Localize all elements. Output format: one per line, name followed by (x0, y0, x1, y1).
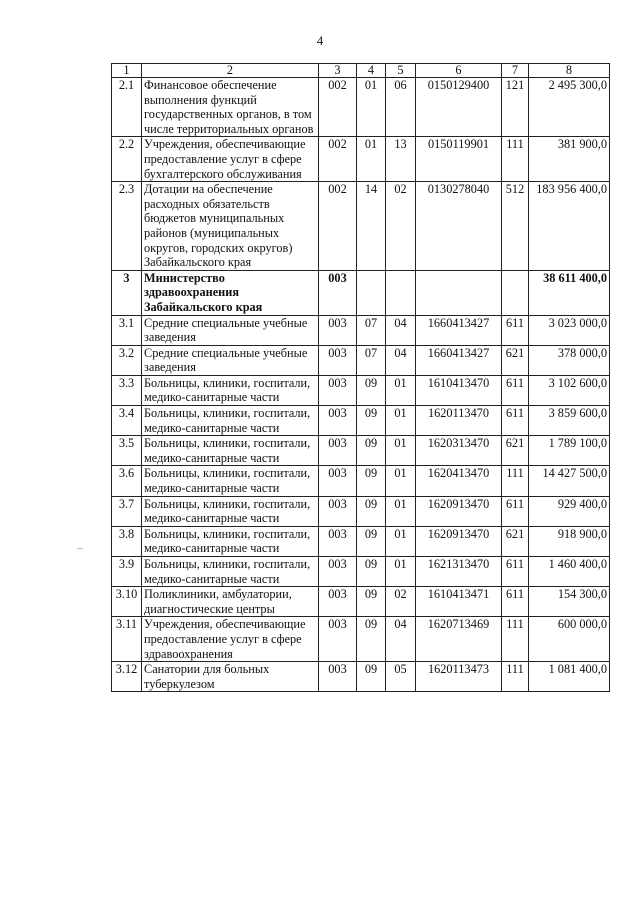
row-name: Учреждения, обеспечивающие предоставление услуг в сфере здравоохранения (142, 617, 319, 662)
row-name: Финансовое обеспечение выполнения функций государственных органов, в том числе территориальных органов (142, 78, 319, 137)
row-code-3: 003 (319, 526, 357, 556)
header-col-1: 1 (112, 64, 142, 78)
row-code-4: 09 (357, 526, 386, 556)
row-code-7: 111 (502, 617, 529, 662)
table-row (112, 436, 610, 466)
row-code-4: 14 (357, 182, 386, 271)
table-row (112, 587, 610, 617)
row-amount: 1 460 400,0 (529, 557, 610, 587)
row-code-6: 1620913470 (416, 496, 502, 526)
row-code-7: 121 (502, 78, 529, 137)
row-code-7 (502, 270, 529, 315)
row-number: 3.12 (112, 662, 142, 692)
row-code-7: 611 (502, 315, 529, 345)
row-code-3: 003 (319, 375, 357, 405)
row-code-6: 1620913470 (416, 526, 502, 556)
row-number: 3.5 (112, 436, 142, 466)
row-code-4: 09 (357, 436, 386, 466)
row-number: 3.2 (112, 345, 142, 375)
row-number: 3.3 (112, 375, 142, 405)
row-amount: 1 789 100,0 (529, 436, 610, 466)
table-row (112, 662, 610, 692)
row-code-5: 04 (386, 315, 416, 345)
header-col-2: 2 (142, 64, 319, 78)
row-number: 3.10 (112, 587, 142, 617)
row-code-7: 611 (502, 375, 529, 405)
table-row (112, 270, 610, 315)
row-code-3: 003 (319, 662, 357, 692)
row-name: Больницы, клиники, госпитали, медико-санитарные части (142, 557, 319, 587)
row-amount: 2 495 300,0 (529, 78, 610, 137)
row-amount: 929 400,0 (529, 496, 610, 526)
table-row (112, 182, 610, 271)
row-code-5: 01 (386, 557, 416, 587)
row-number: 3.9 (112, 557, 142, 587)
row-code-3: 002 (319, 78, 357, 137)
row-code-4 (357, 270, 386, 315)
row-code-6: 0130278040 (416, 182, 502, 271)
row-name: Поликлиники, амбулатории, диагностические центры (142, 587, 319, 617)
table-row (112, 78, 610, 137)
row-code-3: 003 (319, 436, 357, 466)
row-name: Средние специальные учебные заведения (142, 345, 319, 375)
table-row (112, 557, 610, 587)
table-row (112, 526, 610, 556)
row-name: Дотации на обеспечение расходных обязательств бюджетов муниципальных районов (муниципальных округов, городских округов) Забайкальского края (142, 182, 319, 271)
row-code-4: 09 (357, 617, 386, 662)
row-name: Министерство здравоохранения Забайкальского края (142, 270, 319, 315)
row-amount: 3 102 600,0 (529, 375, 610, 405)
table-row (112, 496, 610, 526)
table-row (112, 375, 610, 405)
row-code-4: 09 (357, 496, 386, 526)
row-code-6: 1610413470 (416, 375, 502, 405)
row-code-3: 003 (319, 587, 357, 617)
row-code-4: 07 (357, 315, 386, 345)
row-name: Больницы, клиники, госпитали, медико-санитарные части (142, 526, 319, 556)
row-code-6: 1620713469 (416, 617, 502, 662)
row-code-4: 09 (357, 466, 386, 496)
table-row (112, 137, 610, 182)
row-code-7: 611 (502, 587, 529, 617)
row-code-7: 512 (502, 182, 529, 271)
row-code-3: 003 (319, 270, 357, 315)
row-code-6: 0150119901 (416, 137, 502, 182)
row-number: 2.2 (112, 137, 142, 182)
row-code-7: 111 (502, 137, 529, 182)
row-code-6: 1620113473 (416, 662, 502, 692)
row-code-4: 09 (357, 587, 386, 617)
row-code-7: 611 (502, 557, 529, 587)
row-number: 3 (112, 270, 142, 315)
budget-table (111, 63, 610, 692)
row-code-3: 003 (319, 315, 357, 345)
row-number: 3.1 (112, 315, 142, 345)
row-code-5: 04 (386, 345, 416, 375)
row-code-7: 111 (502, 466, 529, 496)
row-code-4: 09 (357, 557, 386, 587)
row-code-5: 01 (386, 466, 416, 496)
header-col-6: 6 (416, 64, 502, 78)
row-code-7: 621 (502, 345, 529, 375)
row-number: 3.8 (112, 526, 142, 556)
page-number: 4 (316, 33, 324, 48)
row-code-7: 611 (502, 496, 529, 526)
header-col-8: 8 (529, 64, 610, 78)
row-amount: 14 427 500,0 (529, 466, 610, 496)
row-code-6: 1620313470 (416, 436, 502, 466)
row-name: Санатории для больных туберкулезом (142, 662, 319, 692)
header-col-5: 5 (386, 64, 416, 78)
row-code-3: 003 (319, 406, 357, 436)
row-code-6: 1620113470 (416, 406, 502, 436)
row-name: Больницы, клиники, госпитали, медико-санитарные части (142, 466, 319, 496)
row-code-3: 003 (319, 617, 357, 662)
row-code-7: 621 (502, 526, 529, 556)
row-code-5: 05 (386, 662, 416, 692)
row-number: 2.3 (112, 182, 142, 271)
row-code-6 (416, 270, 502, 315)
table-row (112, 345, 610, 375)
header-col-3: 3 (319, 64, 357, 78)
row-code-6: 1610413471 (416, 587, 502, 617)
row-amount: 1 081 400,0 (529, 662, 610, 692)
row-code-4: 07 (357, 345, 386, 375)
row-code-5: 02 (386, 182, 416, 271)
row-code-5: 01 (386, 406, 416, 436)
row-amount: 378 000,0 (529, 345, 610, 375)
row-name: Больницы, клиники, госпитали, медико-санитарные части (142, 496, 319, 526)
row-code-5: 04 (386, 617, 416, 662)
row-code-4: 09 (357, 406, 386, 436)
row-code-3: 002 (319, 182, 357, 271)
row-code-5: 13 (386, 137, 416, 182)
row-code-3: 003 (319, 345, 357, 375)
row-number: 3.7 (112, 496, 142, 526)
row-code-5: 01 (386, 496, 416, 526)
row-code-7: 621 (502, 436, 529, 466)
row-code-3: 003 (319, 466, 357, 496)
row-amount: 3 023 000,0 (529, 315, 610, 345)
row-amount: 183 956 400,0 (529, 182, 610, 271)
row-code-5: 02 (386, 587, 416, 617)
row-amount: 918 900,0 (529, 526, 610, 556)
table-row (112, 466, 610, 496)
row-code-3: 003 (319, 496, 357, 526)
row-code-7: 611 (502, 406, 529, 436)
row-number: 2.1 (112, 78, 142, 137)
row-code-5: 01 (386, 526, 416, 556)
row-code-6: 1660413427 (416, 345, 502, 375)
row-amount: 3 859 600,0 (529, 406, 610, 436)
row-amount: 600 000,0 (529, 617, 610, 662)
row-name: Учреждения, обеспечивающие предоставление услуг в сфере бухгалтерского обслуживания (142, 137, 319, 182)
row-code-6: 0150129400 (416, 78, 502, 137)
row-code-5: 06 (386, 78, 416, 137)
header-col-7: 7 (502, 64, 529, 78)
row-amount: 154 300,0 (529, 587, 610, 617)
table-row (112, 406, 610, 436)
header-col-4: 4 (357, 64, 386, 78)
row-number: 3.6 (112, 466, 142, 496)
row-name: Больницы, клиники, госпитали, медико-санитарные части (142, 436, 319, 466)
row-amount: 381 900,0 (529, 137, 610, 182)
row-name: Средние специальные учебные заведения (142, 315, 319, 345)
scan-artifact (77, 548, 83, 549)
row-code-5 (386, 270, 416, 315)
row-code-7: 111 (502, 662, 529, 692)
row-name: Больницы, клиники, госпитали, медико-санитарные части (142, 375, 319, 405)
row-code-4: 09 (357, 375, 386, 405)
header-row (112, 64, 610, 78)
row-number: 3.4 (112, 406, 142, 436)
row-name: Больницы, клиники, госпитали, медико-санитарные части (142, 406, 319, 436)
row-code-4: 01 (357, 78, 386, 137)
row-code-4: 09 (357, 662, 386, 692)
row-code-3: 002 (319, 137, 357, 182)
row-code-6: 1660413427 (416, 315, 502, 345)
row-number: 3.11 (112, 617, 142, 662)
row-code-6: 1620413470 (416, 466, 502, 496)
row-code-4: 01 (357, 137, 386, 182)
row-code-3: 003 (319, 557, 357, 587)
table-row (112, 315, 610, 345)
row-code-5: 01 (386, 436, 416, 466)
row-code-5: 01 (386, 375, 416, 405)
row-code-6: 1621313470 (416, 557, 502, 587)
row-amount: 38 611 400,0 (529, 270, 610, 315)
table-row (112, 617, 610, 662)
